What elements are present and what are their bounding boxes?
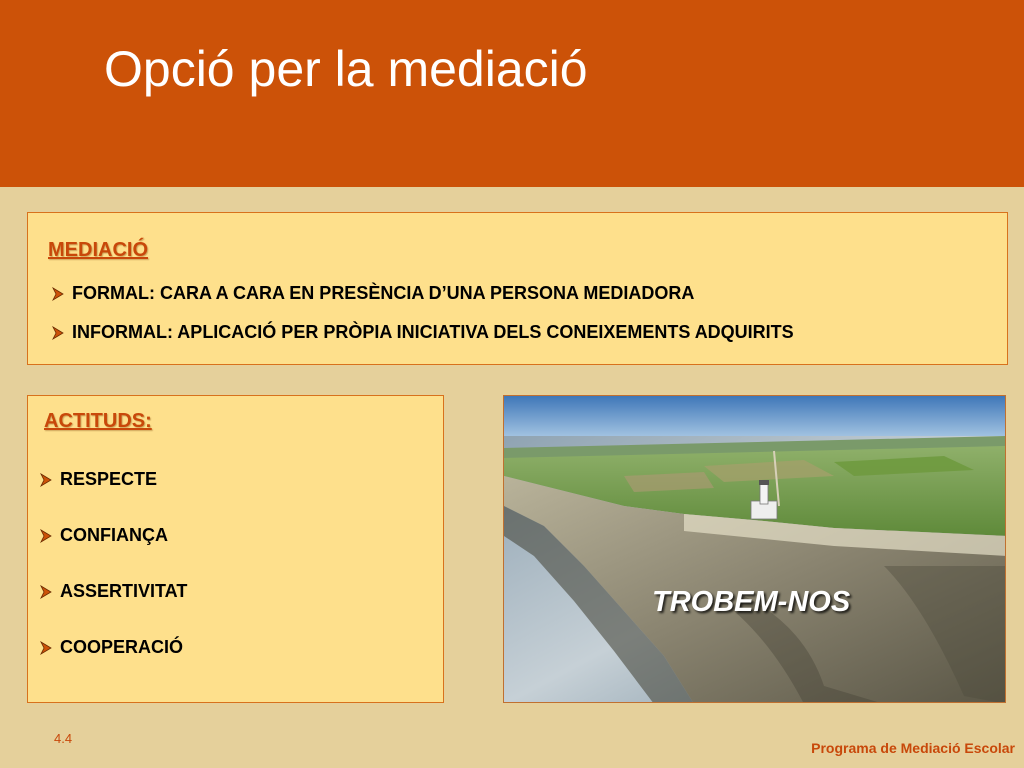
arrow-bullet-icon — [50, 286, 66, 302]
actituds-item-confianca — [38, 525, 168, 546]
actituds-item-respecte — [38, 469, 157, 490]
cliff-lighthouse-photo — [503, 395, 1006, 703]
header-band — [0, 0, 1024, 187]
actituds-item-assertivitat — [38, 581, 187, 602]
arrow-bullet-icon — [38, 584, 54, 600]
footer-text: Programa de Mediació Escolar — [811, 740, 1015, 756]
actituds-item-label: RESPECTE — [60, 469, 158, 489]
arrow-bullet-icon — [38, 640, 54, 656]
slide-title: Opció per la mediació — [104, 41, 588, 97]
mediacio-box — [27, 212, 1008, 365]
mediacio-item-informal — [50, 322, 794, 343]
photo-caption: TROBEM-NOS — [652, 586, 851, 618]
actituds-item-label: ASSERTIVITAT — [60, 581, 188, 601]
actituds-item-label: CONFIANÇA — [60, 525, 168, 545]
actituds-box — [27, 395, 444, 703]
mediacio-heading: MEDIACIÓ — [48, 239, 148, 261]
cliff-landscape-illustration — [504, 396, 1006, 703]
mediacio-item-label: FORMAL: CARA A CARA EN PRESÈNCIA D’UNA PERSONA MEDIADORA — [72, 283, 695, 303]
mediacio-item-label: INFORMAL: APLICACIÓ PER PRÒPIA INICIATIVA DELS CONEIXEMENTS ADQUIRITS — [72, 322, 794, 342]
arrow-bullet-icon — [50, 325, 66, 341]
actituds-heading: ACTITUDS: — [44, 410, 152, 432]
slide-number: 4.4 — [54, 731, 73, 746]
actituds-item-cooperacio — [38, 637, 183, 658]
arrow-bullet-icon — [38, 528, 54, 544]
actituds-item-label: COOPERACIÓ — [60, 637, 184, 657]
mediacio-item-formal — [50, 283, 694, 304]
arrow-bullet-icon — [38, 472, 54, 488]
